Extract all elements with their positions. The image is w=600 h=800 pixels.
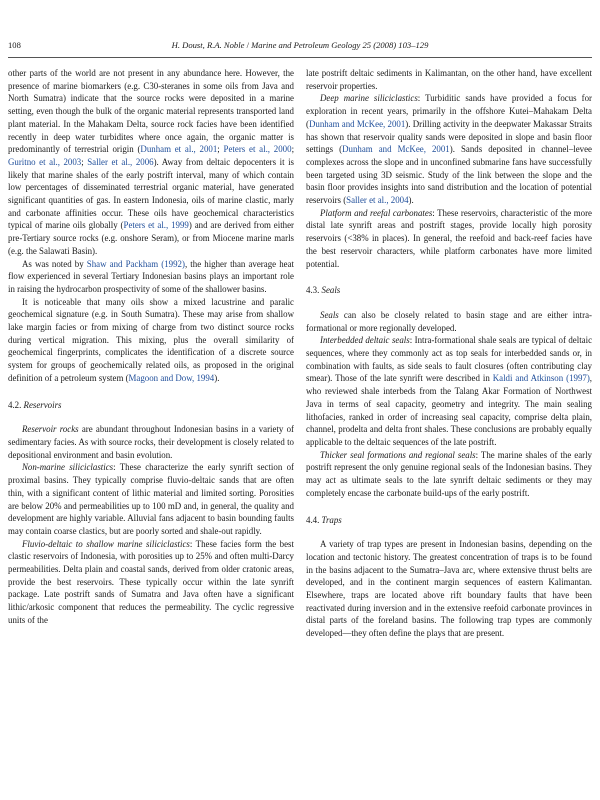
citation-link[interactable]: Magoon and Dow, 1994 [128,372,215,383]
left-column [8,67,294,627]
text: ). Drilling activity in the deepwater Makassar Straits has shown that reservoir quality sands were deposited in slope and basin floor settings ( [306,118,592,155]
running-title: H. Doust, R.A. Noble / Marine and Petroleum Geology 25 (2008) 103–129 [171,40,429,50]
section-heading-traps [306,514,592,527]
run-in-heading: Seals [320,309,339,320]
text: ). [214,372,220,383]
citation-link[interactable]: Dunham et al., 2001 [140,144,218,155]
paragraph [306,334,592,448]
paragraph [306,67,592,92]
header-journal: Marine and Petroleum Geology 25 (2008) 103–129 [251,40,429,50]
run-in-heading: Fluvio-deltaic to shallow marine siliciclastics [22,538,190,549]
text: : Turbiditic sands have provided a focus for exploration in recent years, primarily in the offshore Kutei–Mahakam Delta ( [306,93,592,129]
header-authors: H. Doust, R.A. Noble [171,40,245,50]
run-in-heading: Platform and reefal carbonates [320,207,433,218]
section-number: 4.3. [306,285,320,296]
text: ). [408,195,414,206]
separator: ; [291,144,295,155]
separator: ; [81,156,88,167]
text: : These facies form the best clastic reservoirs of Indonesia, with porosities up to 25% and often multi-Darcy permeabilities. Delta plain and coastal sands, derived from older cratonic areas, provide the best reservoirs. These typically occur within the late synrift package. Late postrift sands of Sumatra and Java often have a significant lithic/arkosic component that reduces the permeability. The cyclic regressive units of the [8,538,294,625]
citation-link[interactable]: Peters et al., 1999 [123,220,189,231]
text: : These characterize the early synrift section of proximal basins. They typically comprise fluvio-deltaic sands that are often thin, with a significant content of lithic material and limited sorting. Porosities are below 20% and permeabilities up to 100 mD and, in general, the quality and development are highly variable. Alluvial fans adjacent to basin bounding faults may contain coarse clastics, but are poorly sorted and shale-out rapidly. [8,462,294,536]
text: ). Away from deltaic depocenters it is likely that marine shales of the early postrift interval, many of which contain low percentages of disseminated terrestrial organic material, have generated significant quantities of gas. In eastern Indonesia, oils of marine clastic, marly and carbonate affinities occur. These oils have geochemical characteristics typical of marine oils globally ( [8,156,295,231]
text: late postrift deltaic sediments in Kalimantan, on the other hand, have excellent reservoir properties. [306,68,592,91]
text: are abundant throughout Indonesian basins in a variety of sedimentary facies. As with source rocks, their development is closely related to depositional environment and basin evolution. [8,424,294,460]
section-heading-reservoirs [8,399,294,412]
paragraph [306,538,592,640]
paragraph [8,67,294,258]
run-in-heading: Reservoir rocks [22,424,79,435]
section-heading-seals [306,284,592,297]
text: , the higher than average heat flow experienced in several Tertiary Indonesian basins plays an important role in raising the hydrocarbon prospectivity of some of the shallower basins. [8,258,294,294]
citation-link[interactable]: Peters et al., 2000 [223,144,292,155]
section-title: Reservoirs [23,399,62,410]
page-number: 108 [8,40,21,50]
text: , who reviewed shale interbeds from the Talang Akar Formation of Northwest Java in terms of seal capacity, geometry and integrity. The main sealing lithofacies, ranked in order of increasing seal capacity, comprise delta plain, channel, prodelta and delta front shales. These conclusions are probably equally applicable to the deltaic sequences of the late postrift. [306,373,593,447]
text: As was noted by [22,258,87,269]
paragraph [306,92,592,206]
section-title: Traps [321,514,342,525]
paragraph [306,309,592,334]
paragraph [8,461,294,537]
run-in-heading: Thicker seal formations and regional seals [320,449,476,460]
text: other parts of the world are not present in any abundance here. However, the presence of marine biomarkers (e.g. C30-steranes in some oils from Java and North Sumatra) indicate that the source rocks were deposited in a marine setting, even though the bulk of the organic material represents transported land plant material. In the Mahakam Delta, source rock facies have been identified recently in deep water turbidites where once again, the organic matter is predominantly of terrestrial origin ( [8,68,294,155]
text: ). Sands deposited in channel–levee complexes across the slope and in unconfined submarine fans have successfully been targeted using 3D seismic. Study of the link between the slope and the basin floor provides insights into sand distribution and the location of potential reservoirs ( [306,144,592,206]
section-number: 4.4. [306,514,320,525]
paragraph [306,449,592,500]
section-number: 4.2. [8,399,22,410]
paragraph [8,423,294,461]
run-in-heading: Deep marine siliciclastics [320,93,418,104]
text: It is noticeable that many oils show a mixed lacustrine and paralic geochemical signature (e.g. in South Sumatra). These may arise from shallow lake margin facies or from mixing of charge from two distinct source rocks during vertical migration. This mixing, plus the overall similarity of geochemical fingerprints, complicates the identification of a discrete source system for groups of geochemically related oils, as proposed in the original definition of a petroleum system ( [8,296,294,383]
section-title: Seals [321,285,341,296]
text: : Intra-formational shale seals are typical of deltaic sequences, where they commonly act as top seals for interbedded sands or, in combination with faults, as side seals to fault closures (often contributing clay smear). Those of the late synrift were described in [306,335,593,384]
right-column [306,67,592,640]
citation-link[interactable]: Saller et al., 2004 [346,195,409,206]
citation-link[interactable]: Saller et al., 2006 [87,156,154,167]
citation-link[interactable]: Shaw and Packham (1992) [86,258,185,269]
text: ) and are derived from either pre-Tertiary source rocks (e.g. onshore Seram), or from Miocene marine marls (e.g. the Salawati Basin). [8,220,294,256]
header-rule [8,57,592,58]
citation-link[interactable]: Guritno et al., 2003 [8,156,82,167]
paragraph [8,258,294,296]
text: can also be closely related to basin stage and are either intra-formational or more regionally developed. [306,309,592,333]
citation-link[interactable]: Dunham and McKee, 2001 [342,144,450,155]
paragraph [8,538,294,627]
text: A variety of trap types are present in Indonesian basins, depending on the location and tectonic history. The greatest concentration of traps is to be found in the basins adjacent to the Sumatra–Java arc, where extensive thrust belts are developed, and in the continent margin sequences of eastern Kalimantan. Elsewhere, traps are located above rift boundary faults that have been reactivated during inversion and in the extensive reefoid carbonate provinces in distal parts of the foreland basins. The following trap types are commonly developed—they often define the plays that are present. [306,539,592,639]
citation-link[interactable]: Kaldi and Atkinson (1997) [492,373,590,384]
text: : The marine shales of the early postrift represent the only genuine regional seals of the Indonesian basins. They may act as ultimate seals to the late synrift deltaic sediments or they may completely encase the carbonate build-ups of the early postrift. [306,449,592,498]
run-in-heading: Non-marine siliciclastics [22,462,114,473]
separator: ; [217,144,224,155]
run-in-heading: Interbedded deltaic seals [320,335,410,346]
paragraph [306,207,592,271]
citation-link[interactable]: Dunham and McKee, 2001 [308,118,406,129]
text: : These reservoirs, characteristic of the more distal late synrift areas and postrift stages, provide locally high porosity reservoirs (<38% in places). In general, the reefoid and back-reef facies have the best reservoir characters, while platform carbonates have more limited potential. [306,207,592,269]
paragraph [8,296,294,385]
